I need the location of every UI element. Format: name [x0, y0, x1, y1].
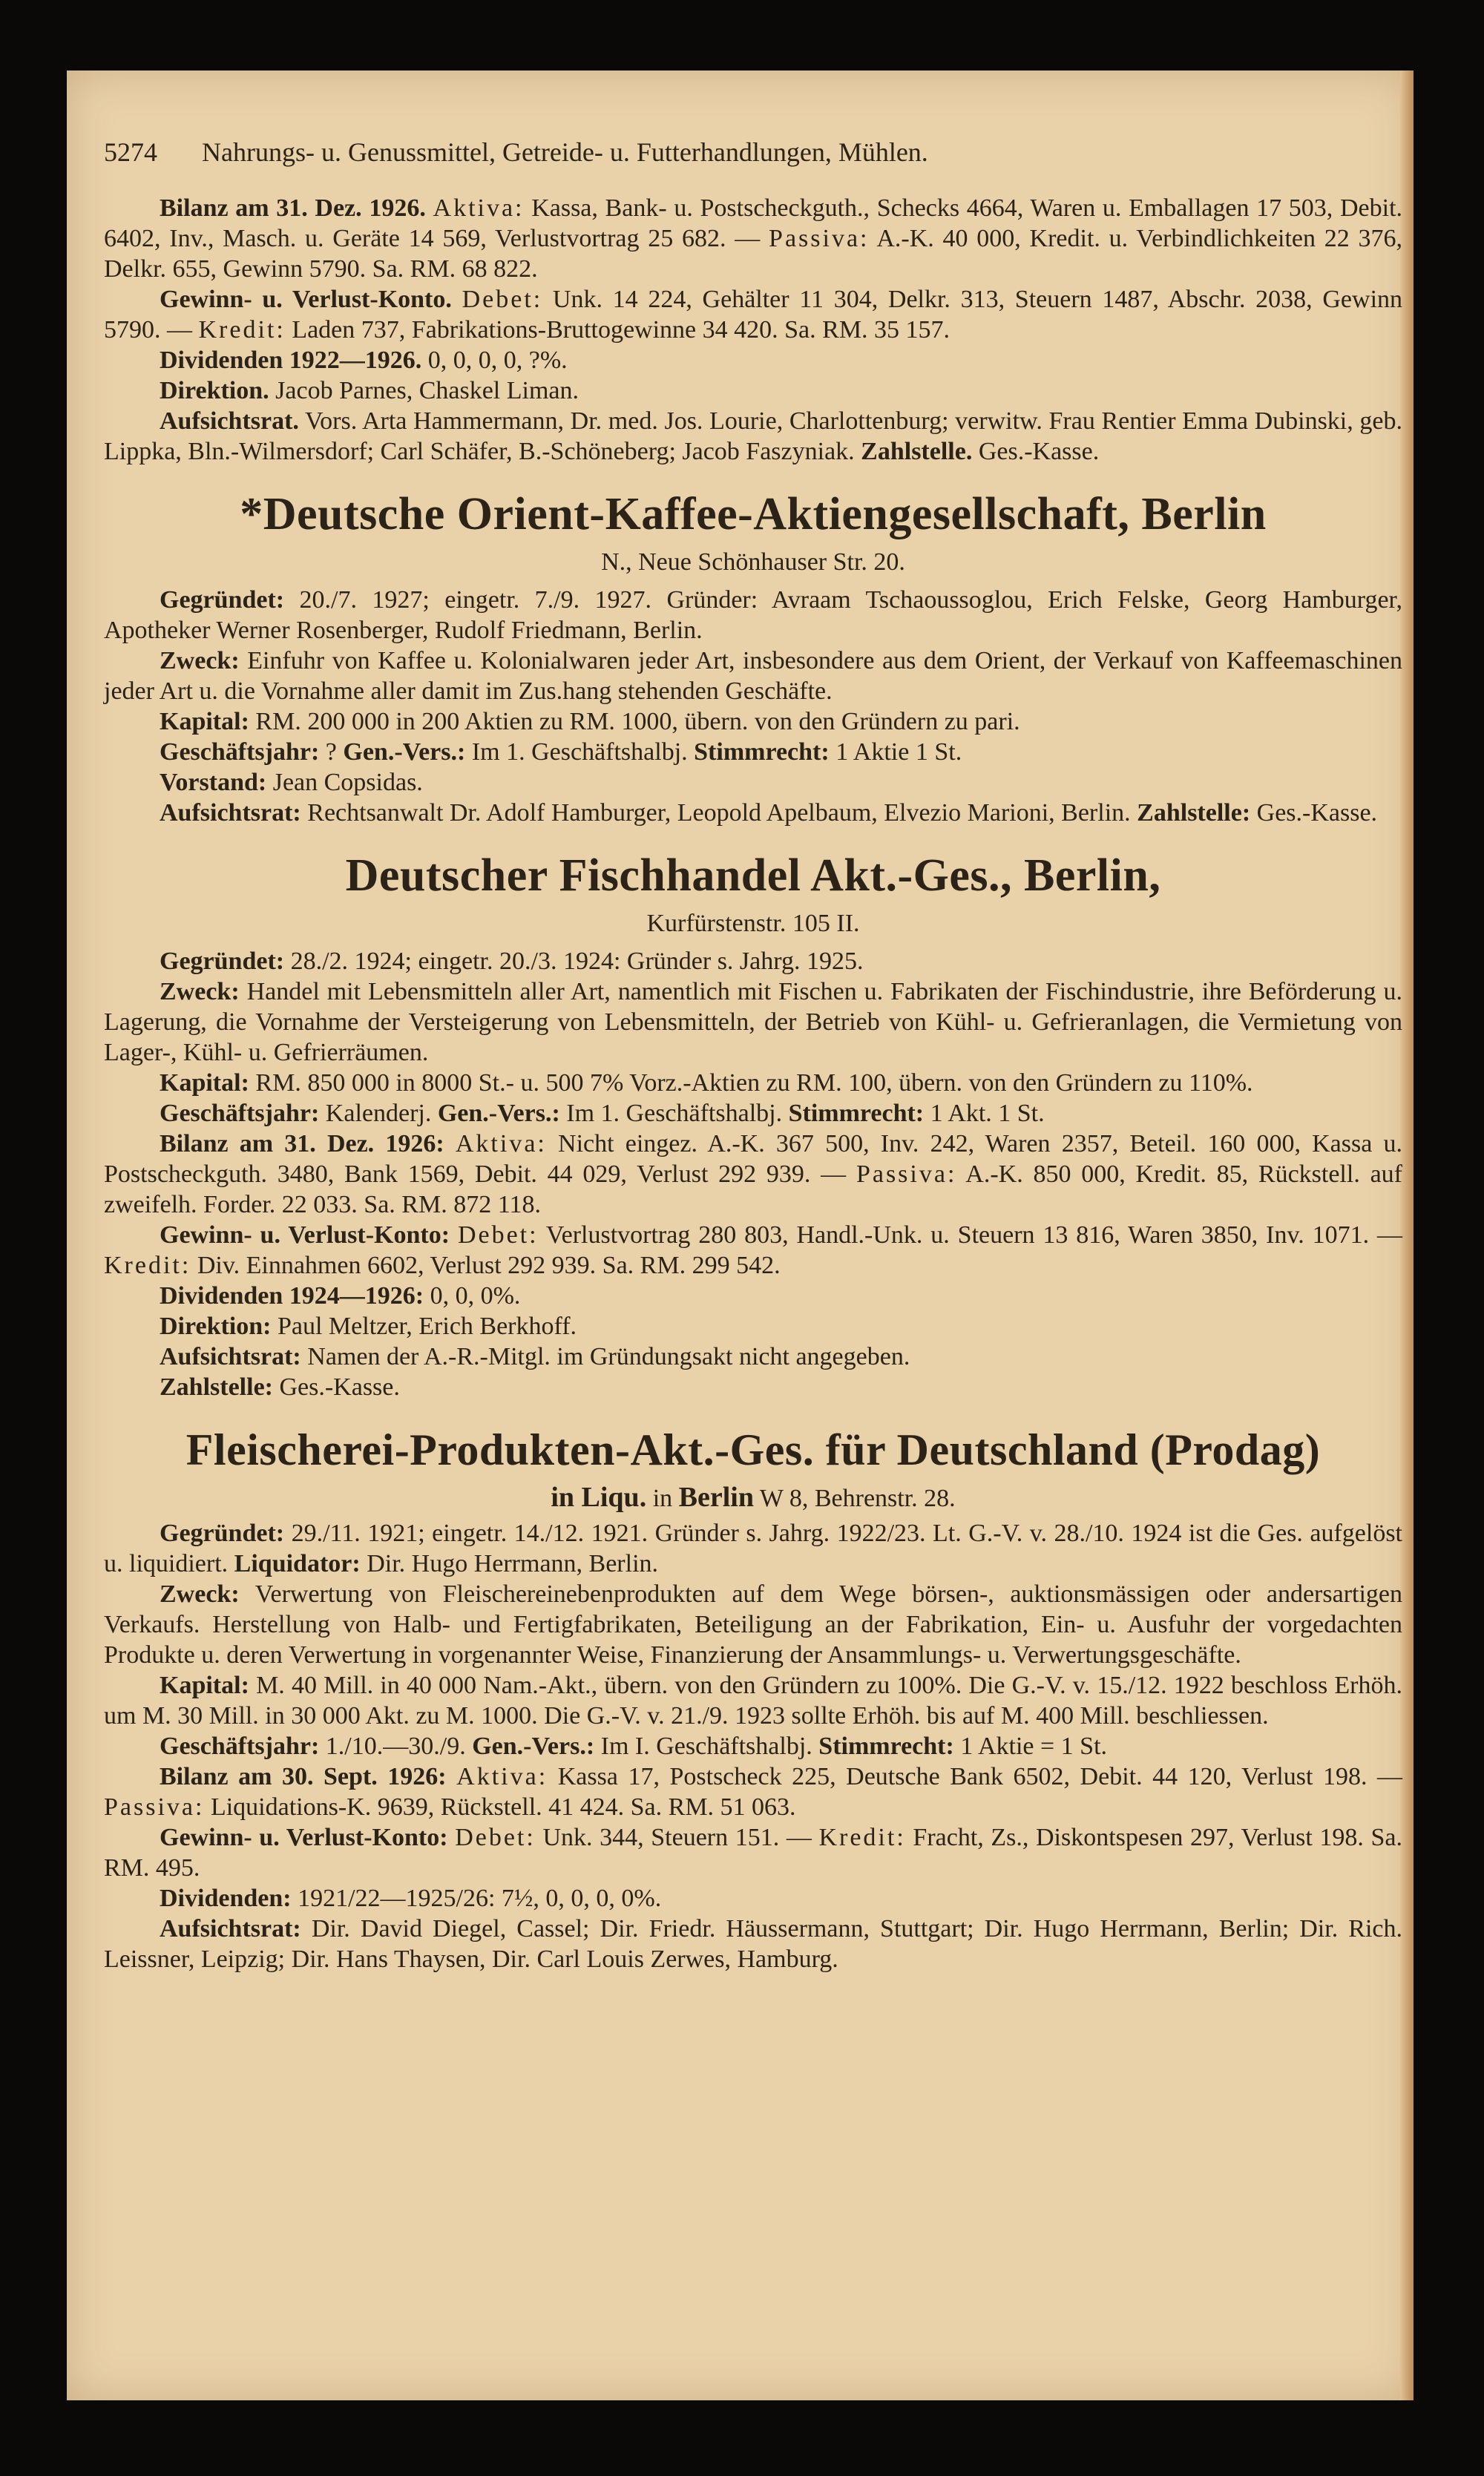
entry-dividenden: Dividenden 1924—1926: 0, 0, 0%. [160, 1282, 521, 1310]
prev-aufsichtsrat: Aufsichtsrat. Vors. Arta Hammermann, Dr. med. Jos. Lourie, Charlottenburg; verwitw. Frau Rentier Emma Dubinski, geb. Lippka, Bln.-Wilmersdorf; Carl Schäfer, B.-Schöneberg; Jacob Faszyniak. Zahlstelle. Ges.-Kasse. [104, 407, 1402, 465]
entry-zweck: Zweck: Verwertung von Fleischereinebenprodukten auf dem Wege börsen-, auktionsmässigen oder andersartigen Verkaufs. Herstellung von Halb- und Fertigfabrikaten, Beteiligung an der Fabrikation, Ein- u. Ausfuhr der vorgedachten Produkte u. deren Verwertung in vorgenannter Weise, Finanzierung der Ansammlungs- u. Verwertungsgeschäfte. [104, 1580, 1403, 1669]
prev-bilanz: Bilanz am 31. Dez. 1926. Aktiva: Kassa, Bank- u. Postscheckguth., Schecks 4664, Waren u. Emballagen 17 503, Debit. 6402, Inv., Masch. u. Geräte 14 569, Verlustvortrag 25 682. — Passiva: A.-K. 40 000, Kredit. u. Verbindlichkeiten 22 376, Delkr. 655, Gewinn 5790. Sa. RM. 68 822. [104, 194, 1403, 283]
entry-liquidation-line: in Liqu. in Berlin W 8, Behrenstr. 28. [551, 1482, 956, 1513]
entry-vorstand: Vorstand: Jean Copsidas. [160, 769, 423, 796]
prev-dividenden: Dividenden 1922—1926. 0, 0, 0, 0, ?%. [160, 347, 568, 374]
entry-gegruendet: Gegründet: 29./11. 1921; eingetr. 14./12. 1921. Gründer s. Jahrg. 1922/23. Lt. G.-V. v. 28./10. 1924 ist die Ges. aufgelöst u. liquidiert. Liquidator: Dir. Hugo Herrmann, Berlin. [104, 1520, 1402, 1577]
entry-gegruendet: Gegründet: 20./7. 1927; eingetr. 7./9. 1927. Gründer: Avraam Tschaoussoglou, Erich Felske, Georg Hamburger, Apotheker Werner Rosenberger, Rudolf Friedmann, Berlin. [104, 586, 1403, 644]
entry-bilanz: Bilanz am 30. Sept. 1926: Aktiva: Kassa 17, Postscheck 225, Deutsche Bank 6502, Debit. 44 120, Verlust 198. — Passiva: Liquidations-K. 9639, Rückstell. 41 424. Sa. RM. 51 063. [104, 1763, 1403, 1821]
entry-gewinn-verlust: Gewinn- u. Verlust-Konto: Debet: Unk. 344, Steuern 151. — Kredit: Fracht, Zs., Diskontspesen 297, Verlust 198. Sa. RM. 495. [104, 1824, 1403, 1882]
entry-zahlstelle: Zahlstelle: Ges.-Kasse. [160, 1373, 400, 1401]
entry-gewinn-verlust: Gewinn- u. Verlust-Konto: Debet: Verlustvortrag 280 803, Handl.-Unk. u. Steuern 13 816, Waren 3850, Inv. 1071. — Kredit: Div. Einnahmen 6602, Verlust 292 939. Sa. RM. 299 542. [104, 1221, 1402, 1279]
entry-title-fischhandel: Deutscher Fischhandel Akt.-Ges., Berlin, [345, 850, 1161, 901]
page-content [104, 137, 1402, 1974]
entry-aufsichtsrat: Aufsichtsrat: Dir. David Diegel, Cassel; Dir. Friedr. Häussermann, Stuttgart; Dir. Hugo Herrmann, Berlin; Dir. Rich. Leissner, Leipzig; Dir. Hans Thaysen, Dir. Carl Louis Zerwes, Hamburg. [104, 1915, 1403, 1973]
entry-kapital: Kapital: M. 40 Mill. in 40 000 Nam.-Akt., übern. von den Gründern zu 100%. Die G.-V. v. 15./12. 1922 beschloss Erhöh. um M. 30 Mill. in 30 000 Akt. zu M. 1000. Die G.-V. v. 21./9. 1923 sollte Erhöh. bis auf M. 400 Mill. beschliessen. [104, 1672, 1403, 1730]
entry-geschaeftsjahr: Geschäftsjahr: 1./10.—30./9. Gen.-Vers.: Im I. Geschäftshalbj. Stimmrecht: 1 Aktie = 1 St. [160, 1733, 1108, 1760]
entry-kapital: Kapital: RM. 200 000 in 200 Aktien zu RM. 1000, übern. von den Gründern zu pari. [160, 708, 1020, 735]
entry-aufsichtsrat: Aufsichtsrat: Namen der A.-R.-Mitgl. im Gründungsakt nicht angegeben. [160, 1343, 910, 1370]
entry-kapital: Kapital: RM. 850 000 in 8000 St.- u. 500 7% Vorz.-Aktien zu RM. 100, übern. von den Gründern zu 110%. [160, 1069, 1253, 1097]
entry-zweck: Zweck: Handel mit Lebensmitteln aller Art, namentlich mit Fischen u. Fabrikaten der Fischindustrie, ihre Beförderung u. Lagerung, die Vornahme der Versteigerung von Lebensmitteln, der Betrieb von Kühl- u. Gefrieranlagen, die Vermietung von Lager-, Kühl- u. Gefrierräumen. [104, 978, 1402, 1066]
prev-gewinn-verlust: Gewinn- u. Verlust-Konto. Debet: Unk. 14 224, Gehälter 11 304, Delkr. 313, Steuern 1487, Abschr. 2038, Gewinn 5790. — Kredit: Laden 737, Fabrikations-Bruttogewinne 34 420. Sa. RM. 35 157. [104, 286, 1403, 344]
entry-bilanz: Bilanz am 31. Dez. 1926: Aktiva: Nicht eingez. A.-K. 367 500, Inv. 242, Waren 2357, Beteil. 160 000, Kassa u. Postscheckguth. 3480, Bank 1569, Debit. 44 029, Verlust 292 939. — Passiva: A.-K. 850 000, Kredit. 85, Rückstell. auf zweifelh. Forder. 22 033. Sa. RM. 872 118. [104, 1130, 1403, 1218]
entry-geschaeftsjahr: Geschäftsjahr: ? Gen.-Vers.: Im 1. Geschäftshalbj. Stimmrecht: 1 Aktie 1 St. [160, 738, 962, 766]
entry-address: Kurfürstenstr. 105 II. [646, 910, 860, 937]
scanned-page [67, 70, 1414, 2400]
entry-title-orient-kaffee: *Deutsche Orient-Kaffee-Aktiengesellschaft, Berlin [240, 489, 1267, 539]
page-number: 5274 [104, 137, 157, 167]
entry-geschaeftsjahr: Geschäftsjahr: Kalenderj. Gen.-Vers.: Im 1. Geschäftshalbj. Stimmrecht: 1 Akt. 1 St. [160, 1100, 1045, 1127]
entry-direktion: Direktion: Paul Meltzer, Erich Berkhoff. [160, 1313, 577, 1340]
running-title: Nahrungs- u. Genussmittel, Getreide- u. Futterhandlungen, Mühlen. [202, 137, 928, 167]
entry-gegruendet: Gegründet: 28./2. 1924; eingetr. 20./3. 1924: Gründer s. Jahrg. 1925. [160, 948, 864, 975]
entry-dividenden: Dividenden: 1921/22—1925/26: 7½, 0, 0, 0, 0%. [160, 1885, 662, 1912]
running-header [104, 137, 1402, 168]
entry-zweck: Zweck: Einfuhr von Kaffee u. Kolonialwaren jeder Art, insbesondere aus dem Orient, der Verkauf von Kaffeemaschinen jeder Art u. die Vornahme aller damit im Zus.hang stehenden Geschäfte. [104, 647, 1403, 705]
entry-title-prodag: Fleischerei-Produkten-Akt.-Ges. für Deutschland (Prodag) [186, 1425, 1321, 1474]
entry-address: N., Neue Schönhauser Str. 20. [601, 548, 905, 576]
prev-direktion: Direktion. Jacob Parnes, Chaskel Liman. [160, 377, 580, 404]
entry-aufsichtsrat: Aufsichtsrat: Rechtsanwalt Dr. Adolf Hamburger, Leopold Apelbaum, Elvezio Marioni, Berlin. Zahlstelle: Ges.-Kasse. [160, 799, 1378, 827]
